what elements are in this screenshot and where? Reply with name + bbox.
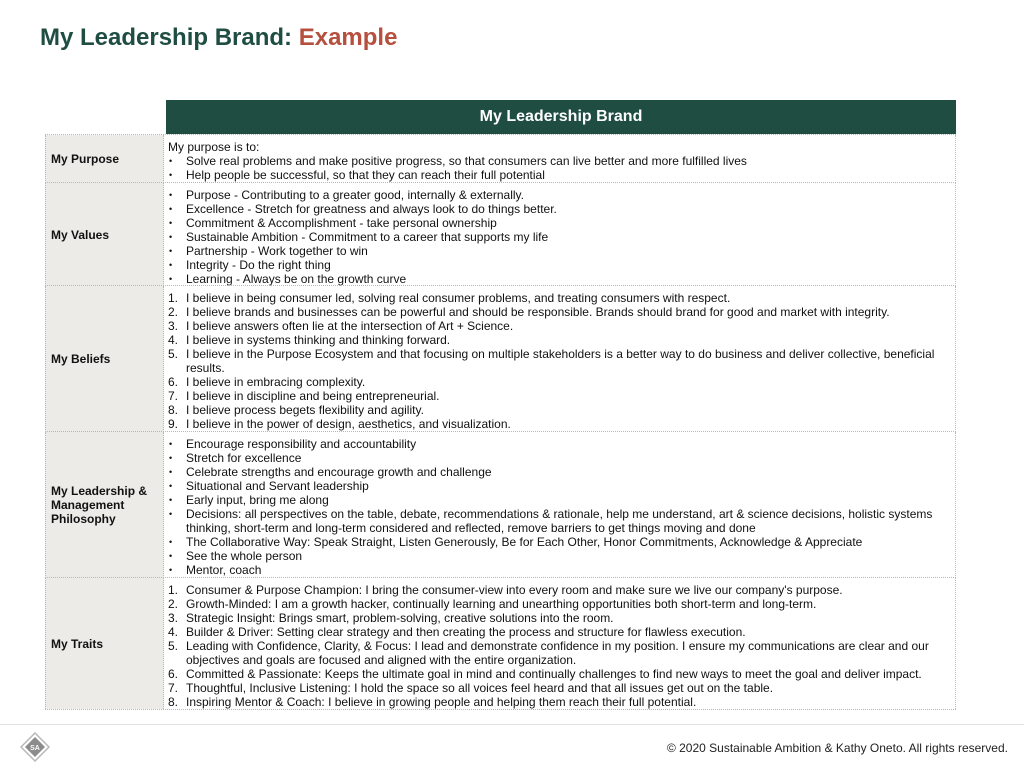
purpose-list — [168, 154, 947, 182]
table-header — [166, 100, 956, 134]
list-item — [168, 272, 947, 286]
list-item-text: Mentor, coach — [186, 563, 262, 577]
row-philosophy — [45, 431, 956, 578]
title-accent: Example — [298, 24, 398, 51]
list-item-text: Purpose - Contributing to a greater good, internally & externally. — [186, 188, 524, 202]
list-item-number: 5. — [168, 639, 179, 653]
list-item-text: Excellence - Stretch for greatness and always look to do things better. — [186, 202, 557, 216]
list-item-text: Stretch for excellence — [186, 451, 302, 465]
list-item-number: 2. — [168, 597, 179, 611]
sa-logo-icon — [20, 732, 50, 762]
list-item — [168, 389, 947, 403]
list-item-number: 2. — [168, 305, 179, 319]
list-item-text: I believe in being consumer led, solving real consumer problems, and treating consumers with respect. — [186, 291, 731, 305]
purpose-intro: My purpose is to: — [168, 140, 260, 154]
list-item-number: 1. — [168, 291, 179, 305]
list-item-text: Growth-Minded: I am a growth hacker, continually learning and unearthing opportunities both short-term and long-term. — [186, 597, 817, 611]
row-values — [45, 182, 956, 286]
beliefs-list — [168, 291, 947, 431]
list-item — [168, 437, 947, 451]
list-item-text: I believe in discipline and being entrepreneurial. — [186, 389, 440, 403]
list-item-text: Thoughtful, Inclusive Listening: I hold the space so all voices feel heard and that all issues get out on the table. — [186, 681, 774, 695]
list-item-number: 9. — [168, 417, 179, 431]
list-item — [168, 244, 947, 258]
row-purpose — [45, 134, 956, 183]
row-label-beliefs: My Beliefs — [45, 286, 164, 432]
list-item-text: I believe in embracing complexity. — [186, 375, 366, 389]
list-item — [168, 611, 947, 625]
list-item-text: See the whole person — [186, 549, 303, 563]
list-item — [168, 403, 947, 417]
list-item-text: Sustainable Ambition - Commitment to a career that supports my life — [186, 230, 549, 244]
list-item-number: 7. — [168, 681, 179, 695]
row-traits — [45, 577, 956, 710]
list-item-number: 3. — [168, 611, 179, 625]
list-item — [168, 333, 947, 347]
list-item — [168, 667, 947, 681]
list-item-text: Commitment & Accomplishment - take personal ownership — [186, 216, 497, 230]
list-item — [168, 216, 947, 230]
list-item-text: Strategic Insight: Brings smart, problem-solving, creative solutions into the room. — [186, 611, 614, 625]
list-item — [168, 258, 947, 272]
list-item-number: 4. — [168, 625, 179, 639]
list-item — [168, 563, 947, 577]
list-item-text: Leading with Confidence, Clarity, & Focus: I lead and demonstrate confidence in my position. I ensure my communications are clear and our objectives and goals are focused and aligned with the entire organization. — [186, 639, 929, 667]
list-item — [168, 681, 947, 695]
row-content-values — [164, 183, 956, 286]
row-label-traits: My Traits — [45, 578, 164, 709]
list-item-number: 8. — [168, 403, 179, 417]
list-item-text: Learning - Always be on the growth curve — [186, 272, 407, 286]
list-item — [168, 202, 947, 216]
philosophy-list — [168, 437, 947, 577]
list-item-text: Integrity - Do the right thing — [186, 258, 331, 272]
list-item — [168, 465, 947, 479]
list-item-text: Inspiring Mentor & Coach: I believe in growing people and helping them reach their full potential. — [186, 695, 697, 709]
list-item — [168, 291, 947, 305]
table-header-label: My Leadership Brand — [479, 108, 643, 125]
list-item-text: Situational and Servant leadership — [186, 479, 369, 493]
list-item-number: 8. — [168, 695, 179, 709]
list-item-text: Celebrate strengths and encourage growth and challenge — [186, 465, 492, 479]
list-item — [168, 451, 947, 465]
row-content-purpose — [164, 135, 956, 183]
list-item — [168, 188, 947, 202]
list-item — [168, 549, 947, 563]
row-content-philosophy — [164, 432, 956, 578]
list-item-number: 3. — [168, 319, 179, 333]
list-item — [168, 154, 947, 168]
copyright-text: © 2020 Sustainable Ambition & Kathy Oneto. All rights reserved. — [666, 741, 1008, 755]
list-item — [168, 305, 947, 319]
title-main: My Leadership Brand: — [40, 24, 293, 51]
list-item-text: Encourage responsibility and accountability — [186, 437, 417, 451]
list-item-text: I believe process begets flexibility and agility. — [186, 403, 424, 417]
list-item-text: I believe answers often lie at the intersection of Art + Science. — [186, 319, 514, 333]
list-item-number: 4. — [168, 333, 179, 347]
logo-text: SA — [30, 745, 40, 752]
list-item — [168, 695, 947, 709]
row-beliefs — [45, 285, 956, 432]
footer-divider — [0, 724, 1024, 725]
list-item-number: 6. — [168, 667, 179, 681]
row-content-beliefs — [164, 286, 956, 432]
list-item-text: Help people be successful, so that they can reach their full potential — [186, 168, 545, 182]
list-item-text: Decisions: all perspectives on the table, debate, recommendations & rationale, help me understand, art & science decisions, holistic systems thinking, short-term and long-term considered and reflected, remove barriers to get things moving and done — [186, 507, 933, 535]
list-item — [168, 375, 947, 389]
list-item — [168, 583, 947, 597]
list-item-text: Partnership - Work together to win — [186, 244, 368, 258]
list-item — [168, 535, 947, 549]
list-item-text: Solve real problems and make positive progress, so that consumers can live better and more fulfilled lives — [186, 154, 747, 168]
list-item-text: I believe in the power of design, aesthetics, and visualization. — [186, 417, 511, 431]
list-item-text: The Collaborative Way: Speak Straight, Listen Generously, Be for Each Other, Honor Commitments, Acknowledge & Appreciate — [186, 535, 863, 549]
traits-list — [168, 583, 947, 709]
list-item-text: Early input, bring me along — [186, 493, 329, 507]
list-item — [168, 639, 947, 667]
values-list — [168, 188, 947, 286]
list-item — [168, 347, 947, 375]
list-item — [168, 479, 947, 493]
list-item-text: I believe in the Purpose Ecosystem and that focusing on multiple stakeholders is a better way to do business and deliver collective, beneficial results. — [186, 347, 935, 375]
list-item-number: 1. — [168, 583, 179, 597]
list-item — [168, 168, 947, 182]
row-label-philosophy: My Leadership & Management Philosophy — [45, 432, 164, 578]
list-item — [168, 507, 947, 535]
list-item-text: Builder & Driver: Setting clear strategy and then creating the process and structure for flawless execution. — [186, 625, 746, 639]
list-item — [168, 319, 947, 333]
list-item-number: 6. — [168, 375, 179, 389]
list-item — [168, 625, 947, 639]
list-item-text: Consumer & Purpose Champion: I bring the consumer-view into every room and make sure we live our company's purpose. — [186, 583, 843, 597]
list-item-text: I believe brands and businesses can be powerful and should be responsible. Brands should brand for good and market with integrity. — [186, 305, 890, 319]
row-label-purpose: My Purpose — [45, 135, 164, 183]
list-item-text: Committed & Passionate: Keeps the ultimate goal in mind and continually challenges to find new ways to meet the goal and deliver impact. — [186, 667, 922, 681]
list-item-number: 7. — [168, 389, 179, 403]
row-label-values: My Values — [45, 183, 164, 286]
row-content-traits — [164, 578, 956, 709]
list-item — [168, 597, 947, 611]
list-item-text: I believe in systems thinking and thinking forward. — [186, 333, 451, 347]
list-item — [168, 230, 947, 244]
page-title — [40, 24, 397, 52]
list-item-number: 5. — [168, 347, 179, 361]
list-item — [168, 493, 947, 507]
list-item — [168, 417, 947, 431]
